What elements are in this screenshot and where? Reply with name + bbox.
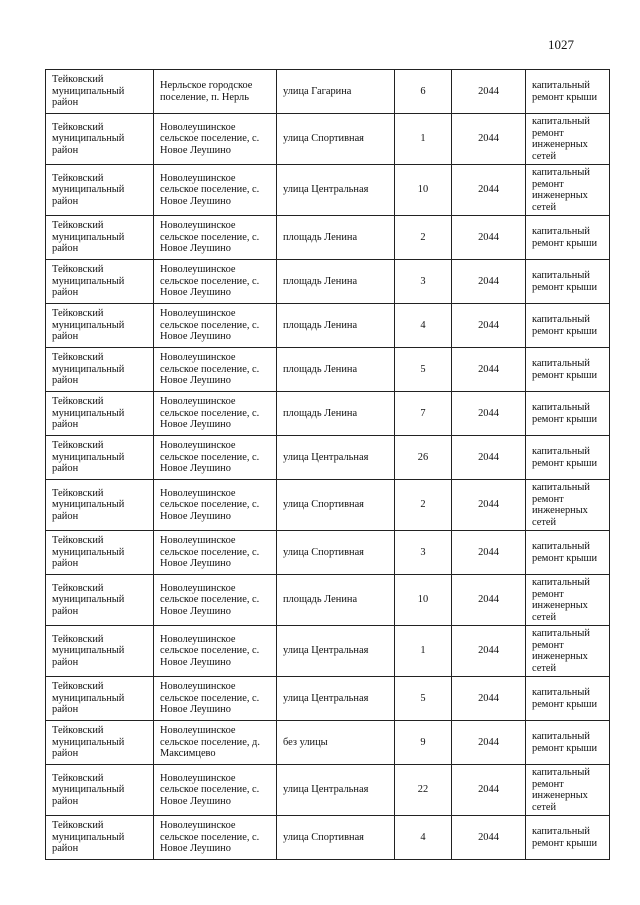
work-type-cell: капитальный ремонт крыши xyxy=(526,677,610,721)
work-type-cell: капитальный ремонт крыши xyxy=(526,304,610,348)
house-number-cell: 3 xyxy=(395,531,452,575)
street-cell: площадь Ленина xyxy=(277,575,395,626)
table-row xyxy=(46,304,610,348)
repair-year-cell: 2044 xyxy=(452,392,526,436)
house-number-cell: 5 xyxy=(395,677,452,721)
table-row xyxy=(46,348,610,392)
table-row xyxy=(46,436,610,480)
repair-year-cell: 2044 xyxy=(452,304,526,348)
house-number-cell: 4 xyxy=(395,304,452,348)
district-cell: Тейковский муниципальный район xyxy=(46,348,154,392)
work-type-cell: капитальный ремонт инженерных сетей xyxy=(526,114,610,165)
house-number-cell: 7 xyxy=(395,392,452,436)
street-cell: улица Центральная xyxy=(277,436,395,480)
repair-year-cell: 2044 xyxy=(452,480,526,531)
table-row xyxy=(46,114,610,165)
settlement-cell: Новолеушинское сельское поселение, с. Новое Леушино xyxy=(154,260,277,304)
district-cell: Тейковский муниципальный район xyxy=(46,480,154,531)
settlement-cell: Новолеушинское сельское поселение, с. Новое Леушино xyxy=(154,575,277,626)
table-row xyxy=(46,260,610,304)
settlement-cell: Нерльское городское поселение, п. Нерль xyxy=(154,70,277,114)
settlement-cell: Новолеушинское сельское поселение, с. Новое Леушино xyxy=(154,348,277,392)
table-row xyxy=(46,531,610,575)
house-number-cell: 6 xyxy=(395,70,452,114)
house-number-cell: 26 xyxy=(395,436,452,480)
housing-repair-table xyxy=(45,69,610,860)
district-cell: Тейковский муниципальный район xyxy=(46,531,154,575)
work-type-cell: капитальный ремонт крыши xyxy=(526,816,610,860)
repair-year-cell: 2044 xyxy=(452,677,526,721)
house-number-cell: 1 xyxy=(395,626,452,677)
district-cell: Тейковский муниципальный район xyxy=(46,677,154,721)
house-number-cell: 3 xyxy=(395,260,452,304)
settlement-cell: Новолеушинское сельское поселение, с. Новое Леушино xyxy=(154,626,277,677)
district-cell: Тейковский муниципальный район xyxy=(46,816,154,860)
table-row xyxy=(46,816,610,860)
settlement-cell: Новолеушинское сельское поселение, с. Новое Леушино xyxy=(154,816,277,860)
repair-year-cell: 2044 xyxy=(452,70,526,114)
repair-year-cell: 2044 xyxy=(452,575,526,626)
house-number-cell: 5 xyxy=(395,348,452,392)
settlement-cell: Новолеушинское сельское поселение, с. Новое Леушино xyxy=(154,304,277,348)
district-cell: Тейковский муниципальный район xyxy=(46,626,154,677)
repair-year-cell: 2044 xyxy=(452,531,526,575)
table-row xyxy=(46,70,610,114)
work-type-cell: капитальный ремонт крыши xyxy=(526,70,610,114)
repair-year-cell: 2044 xyxy=(452,626,526,677)
street-cell: улица Спортивная xyxy=(277,480,395,531)
work-type-cell: капитальный ремонт крыши xyxy=(526,721,610,765)
house-number-cell: 10 xyxy=(395,575,452,626)
district-cell: Тейковский муниципальный район xyxy=(46,304,154,348)
table-row xyxy=(46,677,610,721)
settlement-cell: Новолеушинское сельское поселение, с. Новое Леушино xyxy=(154,480,277,531)
work-type-cell: капитальный ремонт инженерных сетей xyxy=(526,765,610,816)
district-cell: Тейковский муниципальный район xyxy=(46,70,154,114)
house-number-cell: 22 xyxy=(395,765,452,816)
district-cell: Тейковский муниципальный район xyxy=(46,260,154,304)
street-cell: площадь Ленина xyxy=(277,260,395,304)
table-row xyxy=(46,392,610,436)
settlement-cell: Новолеушинское сельское поселение, с. Новое Леушино xyxy=(154,392,277,436)
street-cell: улица Центральная xyxy=(277,165,395,216)
district-cell: Тейковский муниципальный район xyxy=(46,165,154,216)
table-row xyxy=(46,575,610,626)
work-type-cell: капитальный ремонт крыши xyxy=(526,260,610,304)
repair-year-cell: 2044 xyxy=(452,348,526,392)
street-cell: площадь Ленина xyxy=(277,216,395,260)
settlement-cell: Новолеушинское сельское поселение, с. Новое Леушино xyxy=(154,677,277,721)
street-cell: улица Спортивная xyxy=(277,531,395,575)
work-type-cell: капитальный ремонт инженерных сетей xyxy=(526,165,610,216)
work-type-cell: капитальный ремонт инженерных сетей xyxy=(526,626,610,677)
repair-year-cell: 2044 xyxy=(452,165,526,216)
table-row xyxy=(46,765,610,816)
settlement-cell: Новолеушинское сельское поселение, с. Новое Леушино xyxy=(154,765,277,816)
settlement-cell: Новолеушинское сельское поселение, д. Максимцево xyxy=(154,721,277,765)
street-cell: площадь Ленина xyxy=(277,392,395,436)
table-row xyxy=(46,721,610,765)
repair-year-cell: 2044 xyxy=(452,436,526,480)
settlement-cell: Новолеушинское сельское поселение, с. Новое Леушино xyxy=(154,436,277,480)
repair-year-cell: 2044 xyxy=(452,114,526,165)
table-row xyxy=(46,216,610,260)
house-number-cell: 2 xyxy=(395,216,452,260)
repair-year-cell: 2044 xyxy=(452,216,526,260)
district-cell: Тейковский муниципальный район xyxy=(46,216,154,260)
house-number-cell: 10 xyxy=(395,165,452,216)
district-cell: Тейковский муниципальный район xyxy=(46,436,154,480)
repair-year-cell: 2044 xyxy=(452,260,526,304)
repair-year-cell: 2044 xyxy=(452,765,526,816)
work-type-cell: капитальный ремонт крыши xyxy=(526,348,610,392)
settlement-cell: Новолеушинское сельское поселение, с. Новое Леушино xyxy=(154,114,277,165)
work-type-cell: капитальный ремонт крыши xyxy=(526,531,610,575)
street-cell: площадь Ленина xyxy=(277,348,395,392)
settlement-cell: Новолеушинское сельское поселение, с. Новое Леушино xyxy=(154,216,277,260)
street-cell: площадь Ленина xyxy=(277,304,395,348)
street-cell: улица Спортивная xyxy=(277,114,395,165)
street-cell: улица Гагарина xyxy=(277,70,395,114)
street-cell: без улицы xyxy=(277,721,395,765)
district-cell: Тейковский муниципальный район xyxy=(46,392,154,436)
work-type-cell: капитальный ремонт инженерных сетей xyxy=(526,480,610,531)
street-cell: улица Центральная xyxy=(277,677,395,721)
district-cell: Тейковский муниципальный район xyxy=(46,765,154,816)
work-type-cell: капитальный ремонт крыши xyxy=(526,216,610,260)
page-number: 1027 xyxy=(548,37,574,52)
settlement-cell: Новолеушинское сельское поселение, с. Новое Леушино xyxy=(154,531,277,575)
house-number-cell: 1 xyxy=(395,114,452,165)
table-row xyxy=(46,480,610,531)
house-number-cell: 2 xyxy=(395,480,452,531)
house-number-cell: 4 xyxy=(395,816,452,860)
district-cell: Тейковский муниципальный район xyxy=(46,721,154,765)
repair-year-cell: 2044 xyxy=(452,721,526,765)
street-cell: улица Центральная xyxy=(277,765,395,816)
table-row xyxy=(46,626,610,677)
table-body xyxy=(46,70,610,860)
work-type-cell: капитальный ремонт крыши xyxy=(526,392,610,436)
work-type-cell: капитальный ремонт инженерных сетей xyxy=(526,575,610,626)
work-type-cell: капитальный ремонт крыши xyxy=(526,436,610,480)
street-cell: улица Спортивная xyxy=(277,816,395,860)
street-cell: улица Центральная xyxy=(277,626,395,677)
house-number-cell: 9 xyxy=(395,721,452,765)
repair-year-cell: 2044 xyxy=(452,816,526,860)
district-cell: Тейковский муниципальный район xyxy=(46,114,154,165)
district-cell: Тейковский муниципальный район xyxy=(46,575,154,626)
settlement-cell: Новолеушинское сельское поселение, с. Новое Леушино xyxy=(154,165,277,216)
table-row xyxy=(46,165,610,216)
